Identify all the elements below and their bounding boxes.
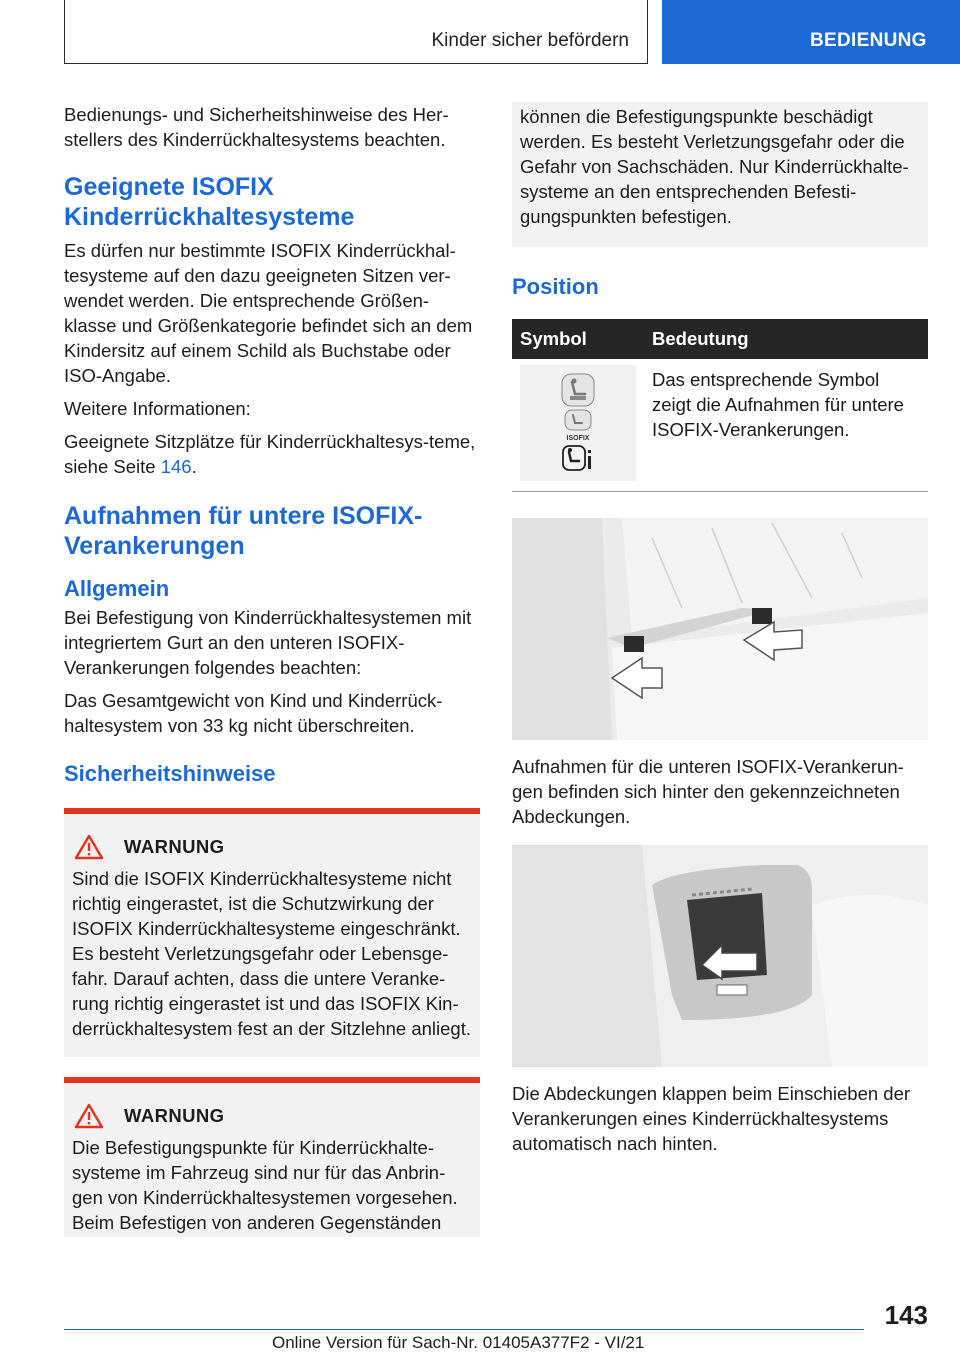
isofix-label: ISOFIX <box>566 434 590 442</box>
symbol-table <box>512 319 928 492</box>
right-column <box>512 102 928 1156</box>
isofix-symbol <box>520 365 636 481</box>
general-paragraph: Bei Befestigung von Kinderrückhaltesystemen mit integriertem Gurt an den unteren ISOFIX-Verankerungen folgendes beachten: <box>64 607 472 678</box>
seat-anchor-photo-2 <box>512 845 928 1067</box>
warning-title-2: WARNUNG <box>124 1105 225 1126</box>
warning-title-1: WARNUNG <box>124 836 225 857</box>
isofix-paragraph: Es dürfen nur bestimmte ISOFIX Kinderrückhal-tesysteme auf den dazu geeigneten Sitzen ver-wendet werden. Die entsprechende Größen-klasse und Größenkategorie befindet sich an dem Kindersitz auf einem Schild als Buchstabe oder ISO-Angabe. <box>64 240 473 386</box>
header-frame <box>64 0 648 64</box>
heading-anchors-line1: Aufnahmen für untere ISOFIX- <box>64 502 423 530</box>
heading-safety: Sicherheitshinweise <box>64 761 276 786</box>
warning-triangle-icon <box>72 1103 106 1129</box>
heading-lower-anchors <box>64 501 480 561</box>
isofix-badge-icon <box>561 409 595 443</box>
footer-online-version: Online Version für Sach-Nr. 01405A377F2 - VI/21 <box>272 1333 645 1352</box>
heading-isofix-line2: Kinderrückhaltesysteme <box>64 203 355 231</box>
footer-rule <box>64 1329 864 1330</box>
page-number: 143 <box>884 1300 928 1330</box>
warning-continuation-box <box>512 102 928 247</box>
table-meaning-cell: Das entsprechende Symbol zeigt die Aufnahmen für untere ISOFIX-Verankerungen. <box>644 359 928 492</box>
warning-triangle-icon <box>72 834 106 860</box>
reference-paragraph <box>64 429 480 479</box>
photo-caption-1: Aufnahmen für die unteren ISOFIX-Verankerun-gen befinden sich hinter den gekennzeichneten Abdeckungen. <box>512 756 904 827</box>
column-header-meaning: Bedeutung <box>644 319 928 359</box>
reference-end: . <box>191 456 197 477</box>
reference-text: Geeignete Sitzplätze für Kinderrückhaltesys-teme, siehe Seite <box>64 431 476 477</box>
warning-continuation-text: können die Befestigungspunkte beschädigt werden. Es besteht Verletzungsgefahr oder die Gefahr von Sachschäden. Nur Kinderrückhalte-systeme an den entsprechenden Befesti-gungspunkten befestigen. <box>520 106 909 227</box>
intro-paragraph: Bedienungs- und Sicherheitshinweise des Her-stellers des Kinderrückhaltesystems beachten. <box>64 104 449 150</box>
photo-caption-2: Die Abdeckungen klappen beim Einschieben der Verankerungen eines Kinderrückhaltesystems automatisch nach hinten. <box>512 1083 911 1154</box>
warning-text-2: Die Befestigungspunkte für Kinderrückhalte-systeme im Fahrzeug sind nur für das Anbrin-gen von Kinderrückhaltesystemen vorgesehen. Beim Befestigen von anderen Gegenständen <box>72 1137 458 1233</box>
column-header-symbol: Symbol <box>512 319 644 359</box>
table-row <box>512 359 928 492</box>
child-seat-info-icon <box>561 444 595 474</box>
heading-isofix-line1: Geeignete ISOFIX <box>64 173 274 201</box>
warning-text-1: Sind die ISOFIX Kinderrückhaltesysteme nicht richtig eingerastet, ist die Schutzwirkung der ISOFIX Kinderrückhaltesysteme eingeschränkt. Es besteht Verletzungsgefahr oder Lebensge-fahr. Darauf achten, dass die untere Veranke-rung richtig eingerastet ist und das ISOFIX Kin-derrückhaltesystem fest an der Sitzlehne anliegt. <box>72 868 471 1039</box>
more-info-label: Weitere Informationen: <box>64 398 251 419</box>
heading-anchors-line2: Verankerungen <box>64 532 245 560</box>
page-link[interactable]: 146 <box>160 456 192 477</box>
weight-paragraph: Das Gesamtgewicht von Kind und Kinderrück-haltesystem von 33 kg nicht überschreiten. <box>64 690 443 736</box>
chapter-tab-label: BEDIENUNG <box>810 30 927 51</box>
warning-box-1 <box>64 808 480 1057</box>
seat-anchor-photo-1 <box>512 518 928 740</box>
heading-general: Allgemein <box>64 576 170 601</box>
left-column <box>64 102 480 1237</box>
heading-position: Position <box>512 274 599 299</box>
chapter-tab[interactable] <box>662 0 960 64</box>
child-seat-icon <box>558 372 598 408</box>
warning-box-2 <box>64 1077 480 1237</box>
heading-isofix-systems <box>64 172 480 232</box>
section-title: Kinder sicher befördern <box>431 30 629 51</box>
